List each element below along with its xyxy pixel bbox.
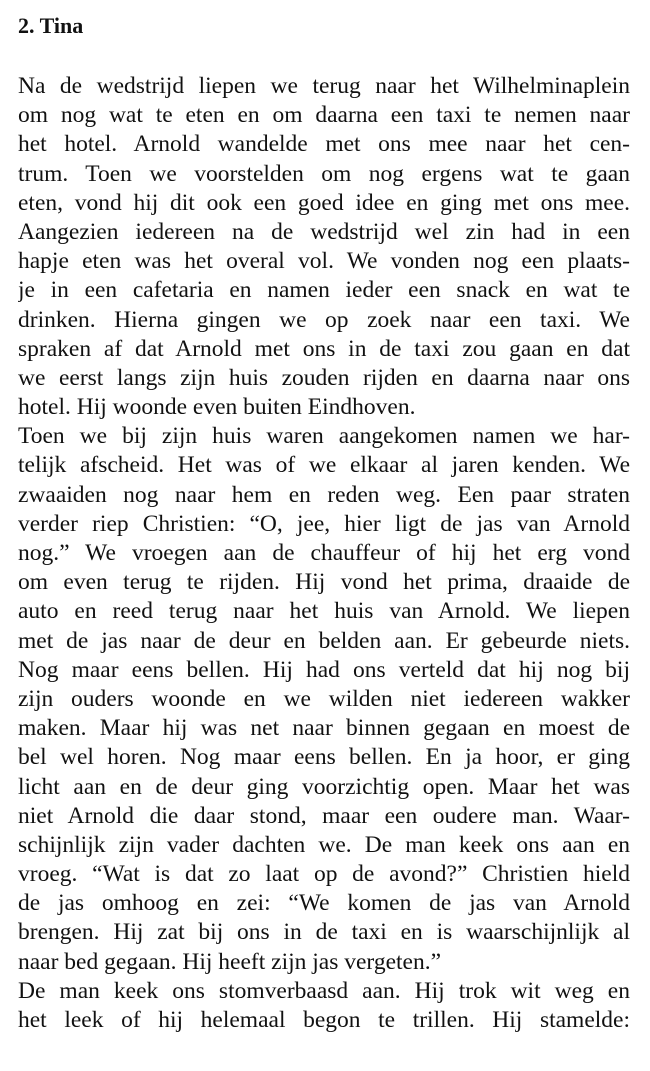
text-line: eten, vond hij dit ook een goed idee en ging met ons mee. [18, 189, 630, 216]
text-line: om even terug te rijden. Hij vond het prima, draaide de [18, 569, 630, 596]
text-line: met de jas naar de deur en belden aan. Er gebeurde niets. [18, 627, 630, 654]
text-line: Toen we bij zijn huis waren aangekomen namen we har- [18, 423, 630, 450]
text-line: bel wel horen. Nog maar eens bellen. En ja hoor, er ging [18, 744, 630, 771]
text-line: we eerst langs zijn huis zouden rijden en daarna naar ons [18, 364, 630, 391]
text-line: niet Arnold die daar stond, maar een oudere man. Waar- [18, 802, 630, 829]
text-line: trum. Toen we voorstelden om nog ergens wat te gaan [18, 160, 630, 187]
text-line: het hotel. Arnold wandelde met ons mee naar het cen- [18, 131, 630, 158]
text-line: hotel. Hij woonde even buiten Eindhoven. [18, 394, 416, 421]
text-line: maken. Maar hij was net naar binnen gegaan en moest de [18, 715, 630, 742]
text-line: je in een cafetaria en namen ieder een snack en wat te [18, 277, 630, 304]
text-line: zwaaiden nog naar hem en reden weg. Een paar straten [18, 481, 630, 508]
text-line: drinken. Hierna gingen we op zoek naar een taxi. We [18, 306, 630, 333]
text-line: brengen. Hij zat bij ons in de taxi en is waarschijnlijk al [18, 919, 630, 946]
text-line: vroeg. “Wat is dat zo laat op de avond?” Christien hield [18, 861, 630, 888]
text-line: De man keek ons stomverbaasd aan. Hij trok wit weg en [18, 977, 630, 1004]
text-line: nog.” We vroegen aan de chauffeur of hij het erg vond [18, 540, 630, 566]
text-line: Nog maar eens bellen. Hij had ons verteld dat hij nog bij [18, 656, 630, 683]
text-line: om nog wat te eten en om daarna een taxi te nemen naar [18, 102, 630, 129]
text-line: auto en reed terug naar het huis van Arnold. We liepen [18, 598, 630, 625]
text-line: schijnlijk zijn vader dachten we. De man keek ons aan en [18, 831, 630, 858]
text-line: de jas omhoog en zei: “We komen de jas van Arnold [18, 890, 630, 917]
text-line: hapje eten was het overal vol. We vonden nog een plaats- [18, 248, 630, 275]
text-line: het leek of hij helemaal begon te trillen. Hij stamelde: [18, 1007, 630, 1033]
chapter-heading: 2. Tina [18, 13, 84, 38]
text-line: Aangezien iedereen na de wedstrijd wel zin had in een [18, 218, 630, 245]
text-line: telijk afscheid. Het was of we elkaar al jaren kenden. We [18, 452, 630, 479]
text-line: licht aan en de deur ging voorzichtig open. Maar het was [18, 773, 630, 800]
text-line: Na de wedstrijd liepen we terug naar het Wilhelminaplein [18, 73, 630, 99]
text-line: spraken af dat Arnold met ons in de taxi zou gaan en dat [18, 335, 630, 362]
text-line: zijn ouders woonde en we wilden niet iedereen wakker [18, 685, 630, 712]
text-line: verder riep Christien: “O, jee, hier ligt de jas van Arnold [18, 510, 630, 537]
text-line: naar bed gegaan. Hij heeft zijn jas vergeten.” [18, 948, 442, 975]
body-text [18, 72, 630, 1035]
